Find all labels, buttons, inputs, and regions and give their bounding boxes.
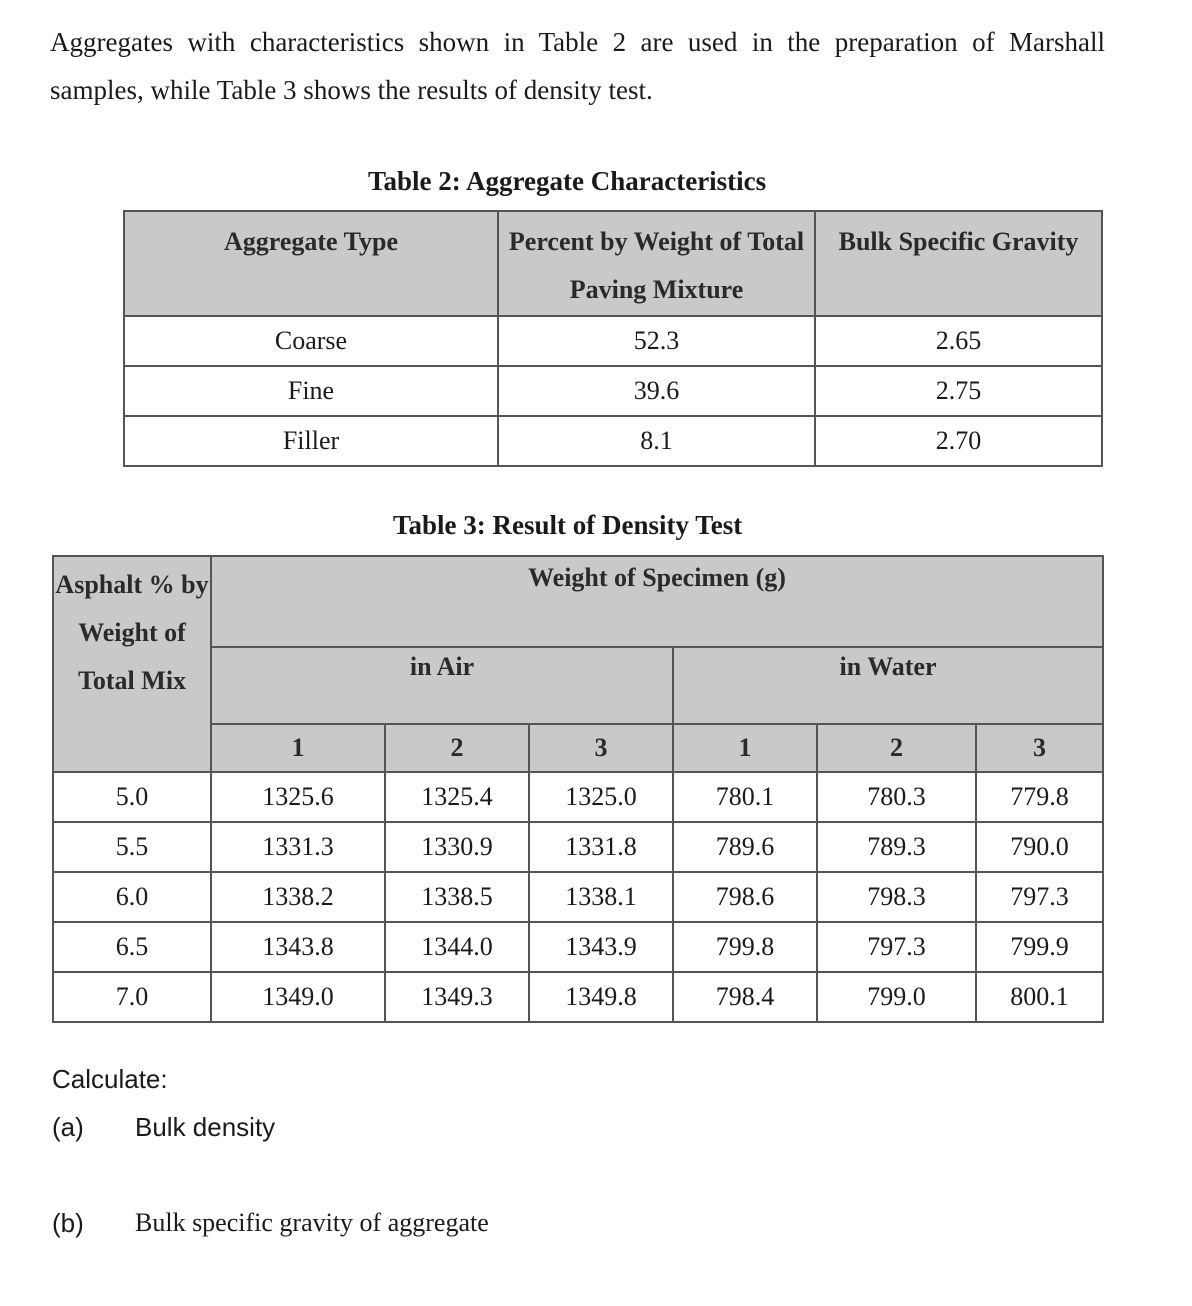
header-in-water: in Water [673, 647, 1103, 724]
table-cell: 52.3 [498, 316, 815, 366]
question-b-letter: (b) [52, 1208, 84, 1238]
table-cell: 1338.2 [211, 872, 385, 922]
header-specimen-number: 1 [211, 724, 385, 772]
aggregate-characteristics-table [123, 210, 1103, 467]
header-bulk-specific-gravity: Bulk Specific Gravity [815, 211, 1102, 316]
table-cell: 798.4 [673, 972, 817, 1022]
table-cell: 1343.9 [529, 922, 673, 972]
table-cell: 1325.0 [529, 772, 673, 822]
header-specimen-number: 2 [817, 724, 976, 772]
table-row [124, 366, 1102, 416]
question-b-text: Bulk specific gravity of aggregate [135, 1208, 489, 1237]
header-percent-by-weight: Percent by Weight of Total Paving Mixture [498, 211, 815, 316]
table-cell: 799.8 [673, 922, 817, 972]
calculate-label: Calculate: [52, 1064, 168, 1094]
table-cell: 5.5 [53, 822, 211, 872]
table-row [53, 922, 1103, 972]
table-cell: Filler [124, 416, 498, 466]
table-cell: 798.3 [817, 872, 976, 922]
table-cell: 1331.8 [529, 822, 673, 872]
table-row [53, 872, 1103, 922]
table-cell: 800.1 [976, 972, 1103, 1022]
header-weight-of-specimen: Weight of Specimen (g) [211, 556, 1103, 647]
table-row [53, 972, 1103, 1022]
table2-caption: Table 2: Aggregate Characteristics [368, 166, 767, 196]
table-cell: 797.3 [817, 922, 976, 972]
header-specimen-number: 1 [673, 724, 817, 772]
table-cell: 1349.3 [385, 972, 529, 1022]
table-cell: 6.5 [53, 922, 211, 972]
table-cell: 8.1 [498, 416, 815, 466]
table-cell: 790.0 [976, 822, 1103, 872]
table-cell: 1343.8 [211, 922, 385, 972]
table-header-row [124, 211, 1102, 316]
table-cell: 6.0 [53, 872, 211, 922]
table-cell: 2.65 [815, 316, 1102, 366]
question-a-text: Bulk density [135, 1112, 276, 1142]
table-cell: 798.6 [673, 872, 817, 922]
table-cell: 1338.5 [385, 872, 529, 922]
table-header-row [53, 647, 1103, 724]
table-row [53, 822, 1103, 872]
table-header-row [53, 724, 1103, 772]
question-a-letter: (a) [52, 1112, 84, 1142]
table-cell: 779.8 [976, 772, 1103, 822]
table-cell: 1325.4 [385, 772, 529, 822]
table-cell: Coarse [124, 316, 498, 366]
table-cell: 7.0 [53, 972, 211, 1022]
table-cell: 39.6 [498, 366, 815, 416]
header-asphalt-percent: Asphalt % by Weight of Total Mix [53, 556, 211, 772]
table3-caption: Table 3: Result of Density Test [393, 510, 743, 540]
header-in-air: in Air [211, 647, 673, 724]
table-cell: 1349.8 [529, 972, 673, 1022]
table-cell: 1349.0 [211, 972, 385, 1022]
table-cell: 789.6 [673, 822, 817, 872]
table-cell: 799.0 [817, 972, 976, 1022]
table-cell: 2.70 [815, 416, 1102, 466]
table-cell: 5.0 [53, 772, 211, 822]
table-cell: 1338.1 [529, 872, 673, 922]
table-cell: 1331.3 [211, 822, 385, 872]
table-cell: Fine [124, 366, 498, 416]
header-specimen-number: 3 [529, 724, 673, 772]
table-header-row [53, 556, 1103, 647]
intro-paragraph: Aggregates with characteristics shown in Table 2 are used in the preparation of Marshall samples, while Table 3 shows the results of density test. [50, 27, 1105, 105]
table-cell: 799.9 [976, 922, 1103, 972]
table-cell: 1325.6 [211, 772, 385, 822]
header-specimen-number: 2 [385, 724, 529, 772]
density-test-table [52, 555, 1104, 1023]
table-cell: 2.75 [815, 366, 1102, 416]
header-aggregate-type: Aggregate Type [124, 211, 498, 316]
table-cell: 1344.0 [385, 922, 529, 972]
table-row [124, 416, 1102, 466]
header-specimen-number: 3 [976, 724, 1103, 772]
table-cell: 780.3 [817, 772, 976, 822]
table-cell: 1330.9 [385, 822, 529, 872]
table-cell: 789.3 [817, 822, 976, 872]
table-cell: 780.1 [673, 772, 817, 822]
table-row [53, 772, 1103, 822]
table-row [124, 316, 1102, 366]
table-cell: 797.3 [976, 872, 1103, 922]
